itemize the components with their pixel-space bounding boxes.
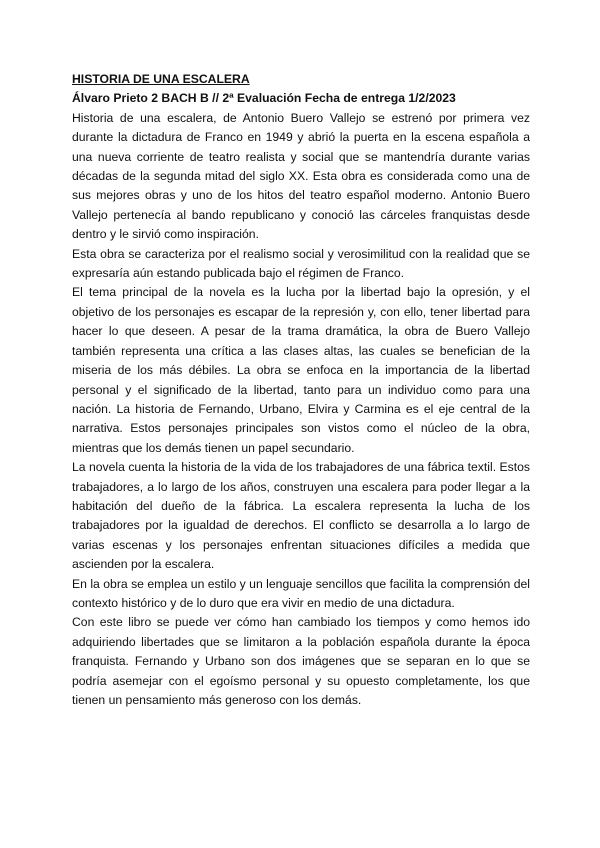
paragraph-intro: Historia de una escalera, de Antonio Buero Vallejo se estrenó por primera vez durante la dictadura de Franco en 1949 y abrió la puerta en la escena española a una nueva corriente de teatro realista y social que se mantendría durante varias décadas de la segunda mitad del siglo XX. Esta obra es considerada como una de sus mejores obras y uno de los hitos del teatro español moderno. Antonio Buero Vallejo pertenecía al bando republicano y conoció las cárceles franquistas desde dentro y le sirvió como inspiración. — [72, 110, 530, 242]
document-subtitle: Álvaro Prieto 2 BACH B // 2ª Evaluación Fecha de entrega 1/2/2023 — [72, 91, 456, 106]
paragraph-theme: El tema principal de la novela es la lucha por la libertad bajo la opresión, y el objetivo de los personajes es escapar de la represión y, con ello, tener libertad para hacer lo que deseen. A pesar de la trama dramática, la obra de Buero Vallejo también representa una crítica a las clases altas, las cuales se benefician de la miseria de los más débiles. La obra se enfoca en la importancia de la libertad personal y el significado de la libertad, tanto para un individuo como para una nación. La historia de Fernando, Urbano, Elvira y Carmina es el eje central de la narrativa. Estos personajes principales son vistos como el núcleo de la obra, mientras que los demás tienen un papel secundario. — [72, 285, 530, 455]
paragraph-style: En la obra se emplea un estilo y un lenguaje sencillos que facilita la comprensión del contexto histórico y de lo duro que era vivir en medio de una dictadura. — [72, 576, 530, 610]
paragraph-conclusion: Con este libro se puede ver cómo han cambiado los tiempos y como hemos ido adquiriendo libertades que se limitaron a la población española durante la época franquista. Fernando y Urbano son dos imágenes que se separan en lo que se podría asemejar con el egoísmo personal y su opuesto completamente, los que tienen un pensamiento más generoso con los demás. — [72, 615, 530, 707]
document-title: HISTORIA DE UNA ESCALERA — [72, 72, 250, 86]
paragraph-realism: Esta obra se caracteriza por el realismo social y verosimilitud con la realidad que se expresaría aún estando publicada bajo el régimen de Franco. — [72, 246, 530, 281]
document-body — [72, 70, 530, 710]
paragraph-plot: La novela cuenta la historia de la vida de los trabajadores de una fábrica textil. Estos trabajadores, a lo largo de los años, construyen una escalera para poder llegar a la habitación del dueño de la fábrica. La escalera representa la lucha de los trabajadores por la igualdad de derechos. El conflicto se desarrolla a lo largo de varias escenas y los personajes enfrentan situaciones difíciles a medida que ascienden por la escalera. — [72, 460, 530, 572]
